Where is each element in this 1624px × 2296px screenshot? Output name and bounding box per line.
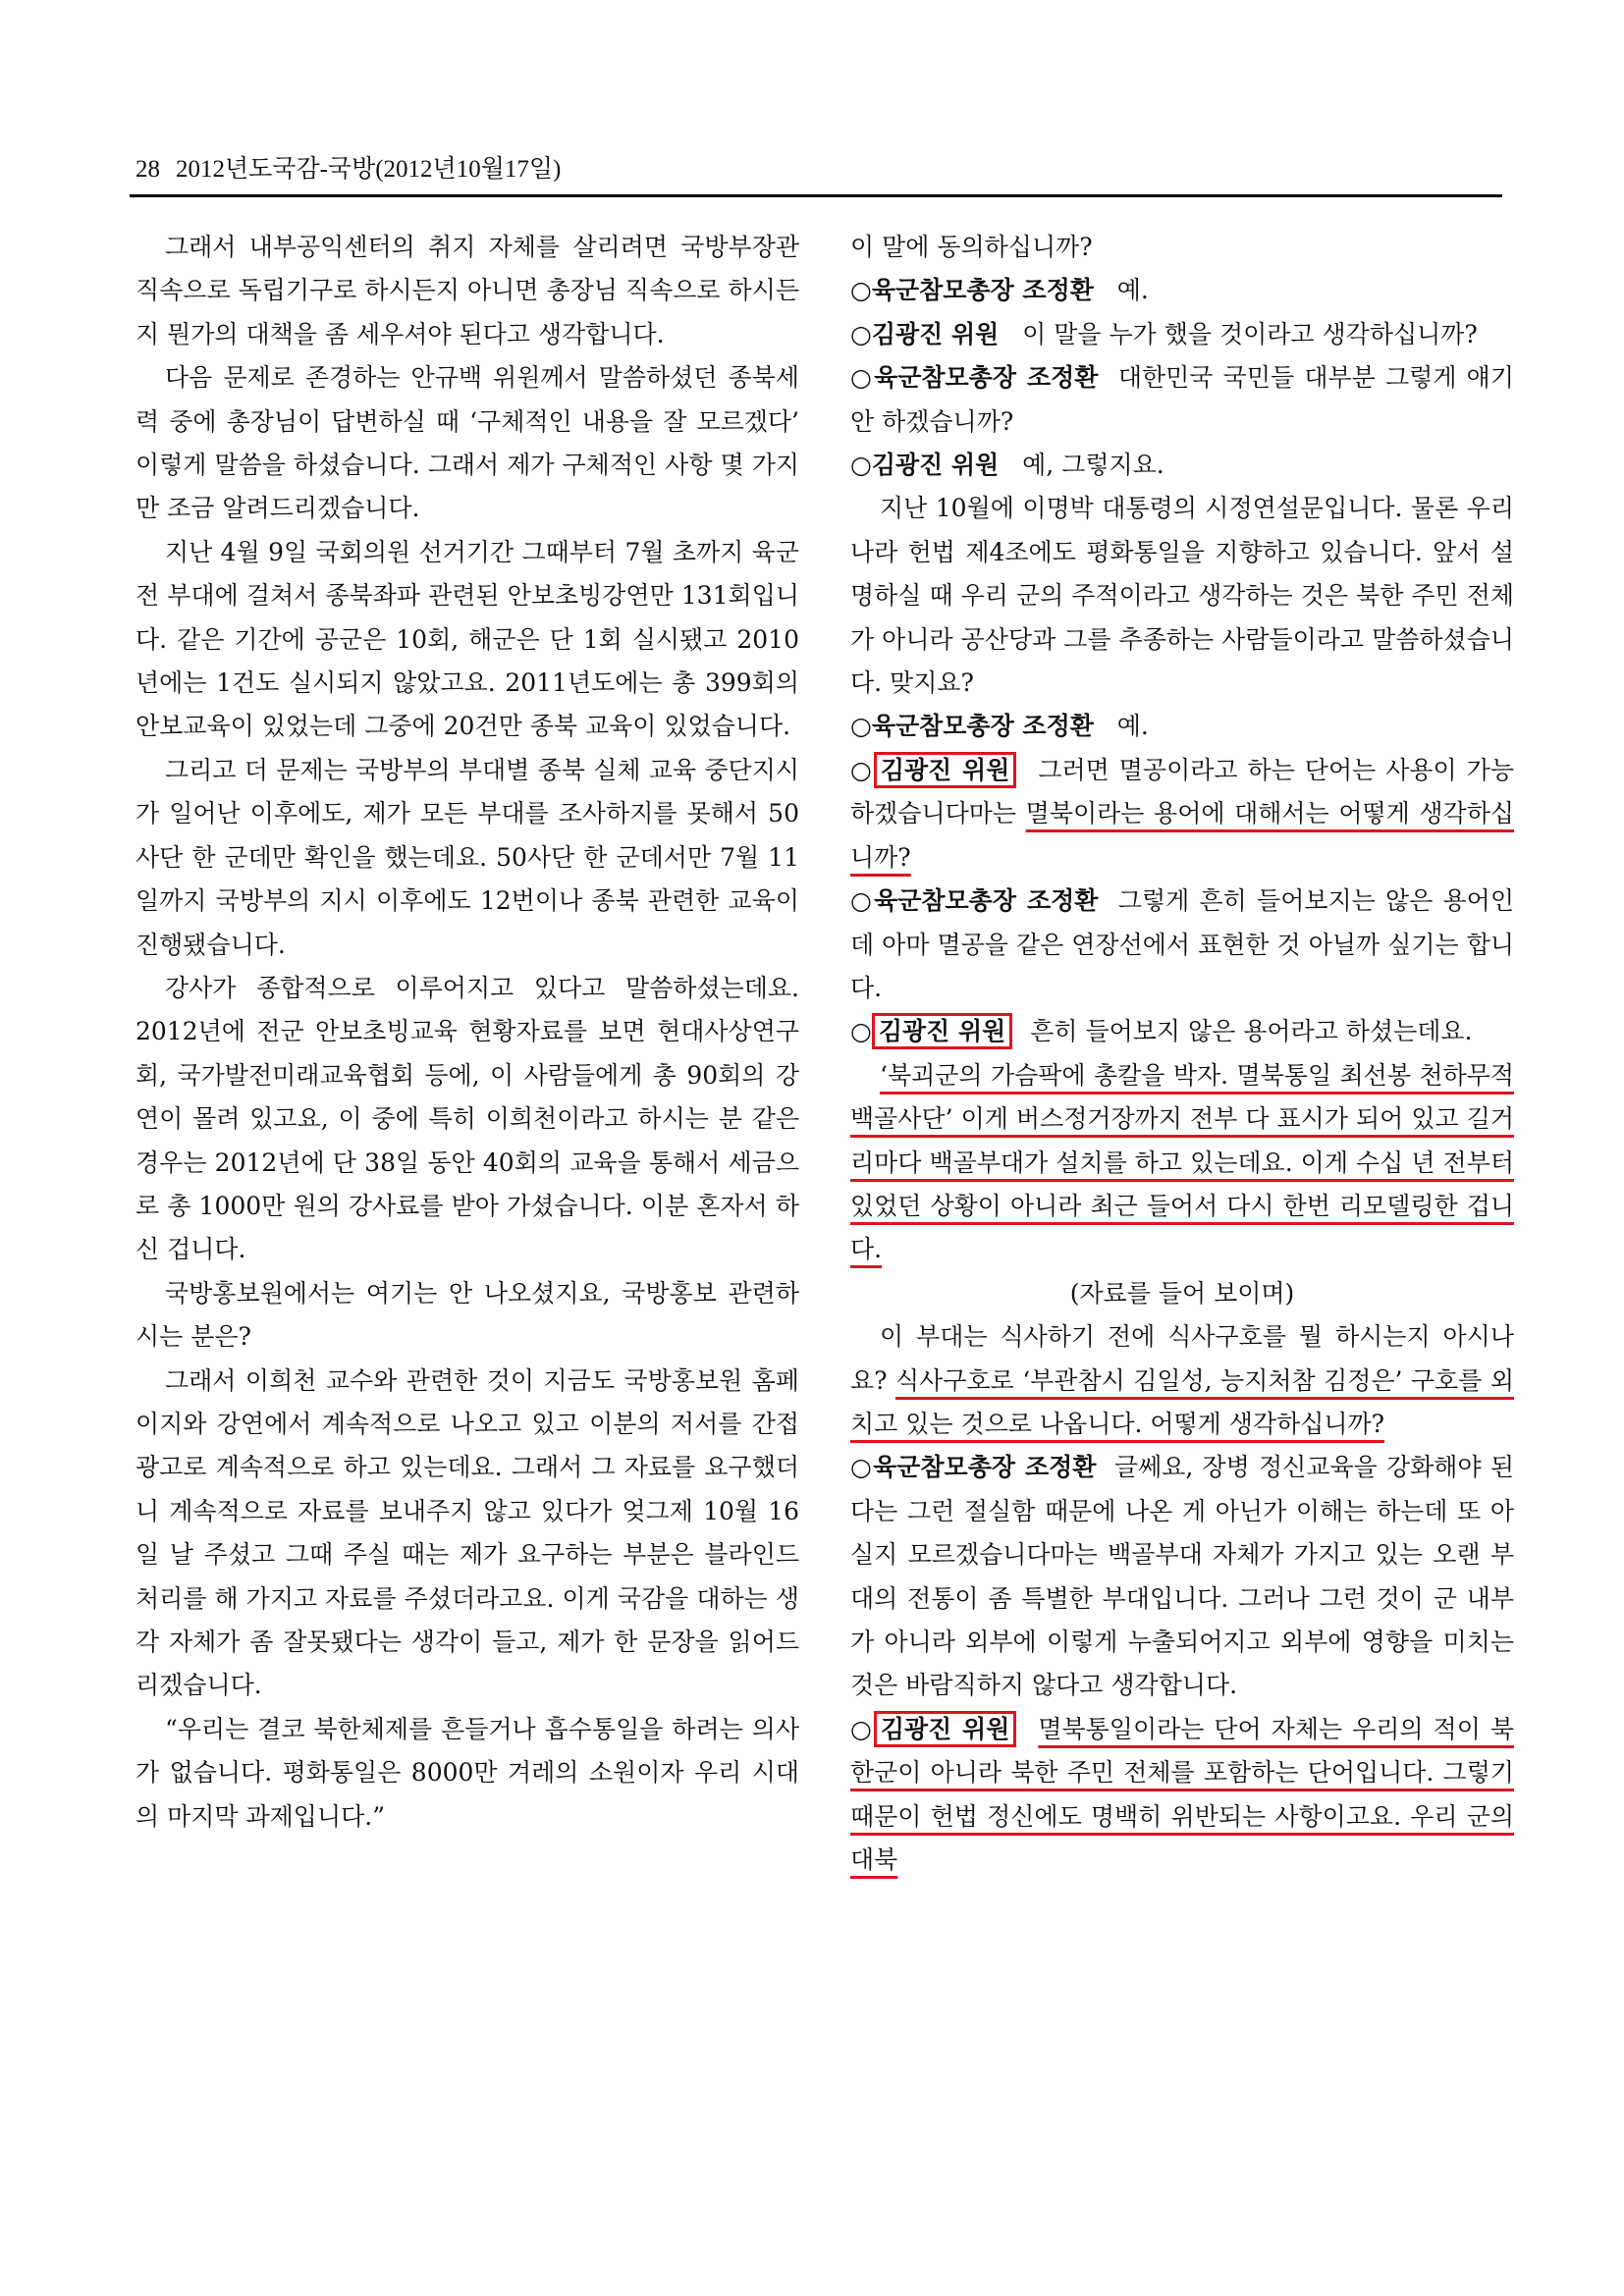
- paragraph-underlined: [850, 1054, 1514, 1272]
- header-title: 2012년도국감-국방(2012년10월17일): [176, 156, 562, 183]
- page-header: [135, 149, 1500, 185]
- stage-direction: (자료를 들어 보이며): [1069, 1278, 1295, 1308]
- paragraph: 이 말에 동의하십니까?: [850, 233, 1093, 261]
- speech-army-1: [850, 269, 1514, 312]
- speech-kim-4: [850, 1010, 1514, 1053]
- underlined-text: 식사구호로 ‘부관참시 김일성, 능지처참 김정은’ 구호를 외치고 있는 것으로 나옵니다. 어떻게 생각하십니까?: [850, 1365, 1514, 1438]
- speaker-kim-prefix: ○: [850, 319, 872, 348]
- speech-text: 예.: [1116, 712, 1149, 741]
- page-number: 28: [135, 156, 160, 183]
- speech-army-3: [850, 705, 1514, 748]
- speech-kim-2: [850, 444, 1514, 487]
- paragraph: 강사가 종합적으로 이루어지고 있다고 말씀하셨는데요. 2012년에 전군 안보초빙교육 현황자료를 보면 현대사상연구회, 국가발전미래교육협회 등에, 이 사람들에게 총 90회의 강연이 몰려 있고요, 이 중에 특히 이희천이라고 하시는 분 같은 경우는 2012년에 단 38일 동안 40회의 교육을 통해서 세금으로 총 1000만 원의 강사료를 받아 가셨습니다. 이분 혼자서 하신 겁니다.: [135, 973, 799, 1264]
- speech-kim-3: [850, 749, 1514, 880]
- paragraph: 지난 4월 9일 국회의원 선거기간 그때부터 7월 초까지 육군 전 부대에 걸쳐서 종북좌파 관련된 안보초빙강연만 131회입니다. 같은 기간에 공군은 10회, 해군은 단 1회 실시됐고 2010년에는 1건도 실시되지 않았고요. 2011년도에는 총 399회의 안보교육이 있었는데 그중에 20건만 종북 교육이 있었습니다.: [135, 537, 800, 741]
- speech-army-2: [850, 356, 1514, 444]
- paragraph: 그래서 내부공익센터의 취지 자체를 살리려면 국방부장관 직속으로 독립기구로 하시든지 아니면 총장님 직속으로 하시든지 뭔가의 대책을 좀 세우셔야 된다고 생각합니다.: [135, 233, 799, 348]
- speech-text: 그러면 멸공이라고 하는 단어는 사용이 가능하겠습니다마는: [850, 755, 1514, 828]
- speaker-kim-boxed: 김광진 위원: [874, 752, 1017, 788]
- quote-paragraph: “우리는 결코 북한체제를 흔들거나 흡수통일을 하려는 의사가 없습니다. 평화통일은 8000만 겨레의 소원이자 우리 시대의 마지막 과제입니다.”: [135, 1714, 799, 1831]
- paragraph: 국방홍보원에서는 여기는 안 나오셨지요, 국방홍보 관련하시는 분은?: [135, 1278, 799, 1352]
- speaker-army-chief: ○육군참모총장 조정환: [850, 1453, 1097, 1482]
- speaker-kim-prefix: ○: [850, 1017, 872, 1046]
- speech-text: 대한민국 국민들 대부분 그렇게 얘기 안 하겠습니까?: [850, 363, 1514, 436]
- speaker-army-chief: ○육군참모총장 조정환: [850, 712, 1094, 741]
- header-rule: [130, 194, 1502, 197]
- speaker-kim-prefix: ○: [850, 755, 874, 784]
- right-column: [850, 226, 1514, 1882]
- speech-kim-5: [850, 1708, 1514, 1883]
- paragraph: 다음 문제로 존경하는 안규백 위원께서 말씀하셨던 종북세력 중에 총장님이 답변하실 때 ‘구체적인 내용을 잘 모르겠다’ 이렇게 말씀을 하셨습니다. 그래서 제가 구체적인 사항 몇 가지만 조금 알려드리겠습니다.: [135, 363, 799, 523]
- underlined-text: 멸북통일이라는 단어 자체는 우리의 적이 북한군이 아니라 북한 주민 전체를 포함하는 단어입니다. 그렇기 때문이 헌법 정신에도 명백히 위반되는 사항이고요. 우리 군의 대북: [850, 1714, 1514, 1875]
- speaker-kim-boxed: 김광진 위원: [872, 1013, 1012, 1049]
- speech-text: 예.: [1116, 276, 1149, 305]
- speaker-army-chief: ○육군참모총장 조정환: [850, 886, 1099, 916]
- speech-text: 예, 그렇지요.: [1022, 451, 1164, 480]
- speech-army-5: [850, 1446, 1514, 1707]
- speaker-kim: 김광진 위원: [871, 451, 1000, 480]
- speaker-kim-prefix: ○: [850, 1714, 874, 1743]
- speaker-kim-prefix: ○: [850, 451, 872, 480]
- paragraph: 그리고 더 문제는 국방부의 부대별 종북 실체 교육 중단지시가 일어난 이후에도, 제가 모든 부대를 조사하지를 못해서 50사단 한 군데만 확인을 했는데요. 50사단 한 군데서만 7월 11일까지 국방부의 지시 이후에도 12번이나 종북 관련한 교육이 진행됐습니다.: [135, 755, 799, 959]
- speech-text: 글쎄요, 장병 정신교육을 강화해야 된다는 그런 절실함 때문에 나온 게 아닌가 이해는 하는데 또 아실지 모르겠습니다마는 백골부대 자체가 가지고 있는 오랜 부대의 전통이 좀 특별한 부대입니다. 그러나 그런 것이 군 내부가 아니라 외부에 이렇게 누출되어지고 외부에 영향을 미치는 것은 바람직하지 않다고 생각합니다.: [850, 1453, 1514, 1700]
- underlined-text: ‘북괴군의 가슴팍에 총칼을 박자. 멸북통일 최선봉 천하무적 백골사단’ 이게 버스정거장까지 전부 다 표시가 되어 있고 길거리마다 백골부대가 설치를 하고 있는데요. 이게 수십 년 전부터 있었던 상황이 아니라 최근 들어서 다시 한번 리모델링한 겁니다.: [850, 1060, 1514, 1264]
- paragraph: 그래서 이희천 교수와 관련한 것이 지금도 국방홍보원 홈페이지와 강연에서 계속적으로 나오고 있고 이분의 저서를 간접광고로 계속적으로 하고 있는데요. 그래서 그 자료를 요구했더니 계속적으로 자료를 보내주지 않고 있다가 엊그제 10월 16일 날 주셨고 그때 주실 때는 제가 요구하는 부분은 블라인드 처리를 해 가지고 자료를 주셨더라고요. 이게 국감을 대하는 생각 자체가 좀 잘못됐다는 생각이 들고, 제가 한 문장을 읽어드리겠습니다.: [135, 1365, 799, 1700]
- speaker-army-chief: ○육군참모총장 조정환: [850, 276, 1094, 305]
- speech-text: 그렇게 흔히 들어보지는 않은 용어인데 아마 멸공을 같은 연장선에서 표현한 것 아닐까 싶기는 합니다.: [850, 886, 1514, 1002]
- speaker-army-chief: ○육군참모총장 조정환: [850, 363, 1099, 393]
- speech-text: 이 말을 누가 했을 것이라고 생각하십니까?: [1022, 319, 1478, 348]
- paragraph: 지난 10월에 이명박 대통령의 시정연설문입니다. 물론 우리나라 헌법 제4조에도 평화통일을 지향하고 있습니다. 앞서 설명하실 때 우리 군의 주적이라고 생각하는 것은 북한 주민 전체가 아니라 공산당과 그를 추종하는 사람들이라고 말씀하셨습니다. 맞지요?: [850, 494, 1514, 698]
- speaker-kim: 김광진 위원: [871, 319, 1000, 348]
- speech-text: 이 부대는 식사하기 전에 식사구호를 뭘 하시는지 아시나요?: [850, 1322, 1514, 1395]
- paragraph: [850, 1315, 1514, 1446]
- underlined-text: 멸북이라는 용어에 대해서는 어떻게 생각하십니까?: [850, 799, 1514, 872]
- speech-army-4: [850, 880, 1514, 1010]
- speaker-kim-boxed: 김광진 위원: [874, 1711, 1017, 1747]
- left-column: [135, 226, 799, 1839]
- speech-text: 흔히 들어보지 않은 용어라고 하셨는데요.: [1030, 1017, 1473, 1046]
- speech-kim-1: [850, 313, 1514, 356]
